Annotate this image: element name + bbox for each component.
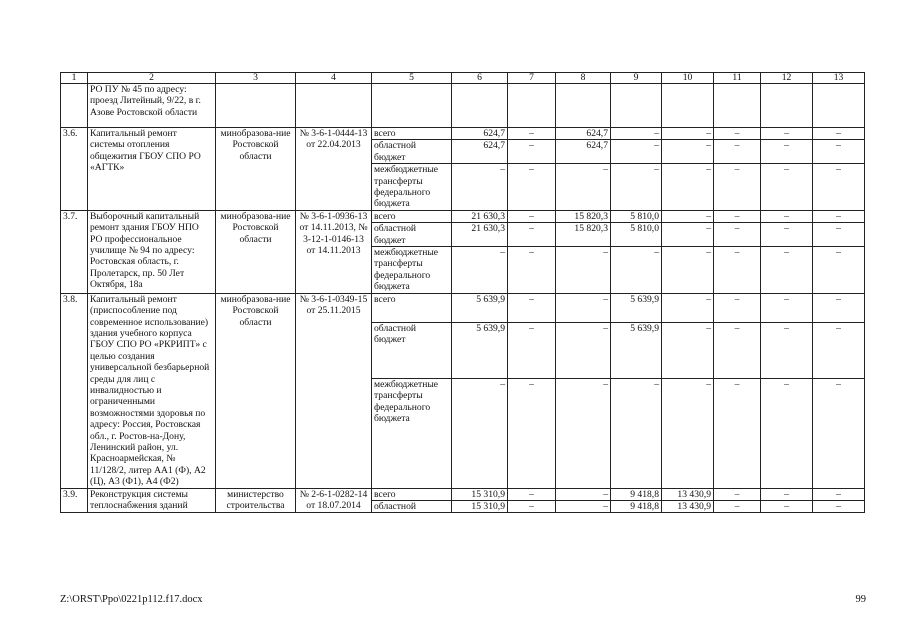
value-cell: – <box>714 247 761 294</box>
funding-source-label: всего <box>372 488 452 500</box>
value-cell: – <box>662 128 714 140</box>
value-cell: – <box>662 223 714 247</box>
value-cell: 624,7 <box>556 128 611 140</box>
funding-source-label: областной бюджет <box>372 223 452 247</box>
value-cell: – <box>508 488 556 500</box>
value-cell: – <box>714 501 761 513</box>
agency-cell: минобразова-ние Ростовской области <box>216 128 296 211</box>
funding-source-label: всего <box>372 293 452 322</box>
program-item-row <box>61 210 865 222</box>
column-number: 5 <box>372 73 452 84</box>
value-cell: 624,7 <box>452 128 508 140</box>
value-cell: – <box>813 378 865 488</box>
value-cell: – <box>813 501 865 513</box>
value-cell: – <box>714 488 761 500</box>
value-cell: – <box>761 140 813 164</box>
value-cell: – <box>611 128 662 140</box>
value-cell: – <box>452 164 508 211</box>
value-cell: – <box>556 322 611 378</box>
value-cell: – <box>508 164 556 211</box>
value-cell: – <box>556 488 611 500</box>
value-cell: – <box>662 210 714 222</box>
value-cell: – <box>813 164 865 211</box>
value-cell: 15 310,9 <box>452 488 508 500</box>
value-cell: – <box>556 247 611 294</box>
value-cell: 9 418,8 <box>611 488 662 500</box>
value-cell <box>508 84 556 128</box>
value-cell: – <box>508 378 556 488</box>
value-cell: – <box>508 140 556 164</box>
value-cell <box>611 84 662 128</box>
value-cell: 5 639,9 <box>611 293 662 322</box>
table-body <box>61 73 865 513</box>
document-cell: № 3-6-1-0444-13 от 22.04.2013 <box>296 128 372 211</box>
value-cell: 5 639,9 <box>611 322 662 378</box>
value-cell: 624,7 <box>452 140 508 164</box>
column-number: 9 <box>611 73 662 84</box>
value-cell: – <box>508 128 556 140</box>
value-cell: – <box>714 293 761 322</box>
value-cell: – <box>508 293 556 322</box>
document-cell: № 3-6-1-0936-13 от 14.11.2013, № 3-12-1-0146-13 от 14.11.2013 <box>296 210 372 293</box>
funding-source-label: межбюджетные трансферты федерального бюджета <box>372 247 452 294</box>
column-number-row <box>61 73 865 84</box>
value-cell: – <box>761 223 813 247</box>
value-cell: – <box>452 247 508 294</box>
column-number: 13 <box>813 73 865 84</box>
document-cell: № 3-6-1-0349-15 от 25.11.2015 <box>296 293 372 488</box>
value-cell: – <box>813 140 865 164</box>
program-table <box>60 72 865 513</box>
column-number: 10 <box>662 73 714 84</box>
value-cell: 5 639,9 <box>452 322 508 378</box>
continuation-row <box>61 84 865 128</box>
value-cell <box>452 84 508 128</box>
column-number: 1 <box>61 73 88 84</box>
value-cell: – <box>611 140 662 164</box>
program-item-row <box>61 488 865 500</box>
value-cell: 5 810,0 <box>611 223 662 247</box>
file-path: Z:\ORST\Ppo\0221p112.f17.docx <box>60 594 203 605</box>
funding-source-label: областной бюджет <box>372 322 452 378</box>
value-cell: – <box>761 378 813 488</box>
value-cell: – <box>761 488 813 500</box>
value-cell: – <box>813 128 865 140</box>
item-name-cell: Выборочный капитальный ремонт здания ГБОУ НПО РО профессиональное училище № 94 по адресу: Ростовская область, г. Пролетарск, пр. 50 Лет Октября, 18а <box>88 210 216 293</box>
value-cell: – <box>556 378 611 488</box>
funding-source-label: областной бюджет <box>372 140 452 164</box>
agency-cell: минобразова-ние Ростовской области <box>216 210 296 293</box>
row-number-cell <box>61 84 88 128</box>
funding-source-label: всего <box>372 210 452 222</box>
value-cell: – <box>452 378 508 488</box>
value-cell: – <box>813 293 865 322</box>
item-name-cell: Реконструкция системы теплоснабжения зданий <box>88 488 216 513</box>
value-cell: – <box>662 293 714 322</box>
column-number: 8 <box>556 73 611 84</box>
value-cell: – <box>662 164 714 211</box>
item-name-cell: Капитальный ремонт системы отопления общежития ГБОУ СПО РО «АГТК» <box>88 128 216 211</box>
funding-source-label: областной <box>372 501 452 513</box>
column-number: 12 <box>761 73 813 84</box>
funding-source-label: межбюджетные трансферты федерального бюджета <box>372 378 452 488</box>
value-cell: – <box>714 128 761 140</box>
value-cell: – <box>662 140 714 164</box>
value-cell: – <box>813 210 865 222</box>
value-cell: – <box>761 247 813 294</box>
column-number: 3 <box>216 73 296 84</box>
value-cell: – <box>813 488 865 500</box>
value-cell: – <box>508 247 556 294</box>
value-cell: – <box>662 322 714 378</box>
value-cell: – <box>611 247 662 294</box>
program-item-row <box>61 128 865 140</box>
value-cell: – <box>714 378 761 488</box>
page-number: 99 <box>855 594 866 605</box>
program-item-row <box>61 293 865 322</box>
value-cell: – <box>508 223 556 247</box>
funding-source-label: всего <box>372 128 452 140</box>
value-cell <box>662 84 714 128</box>
value-cell: 15 310,9 <box>452 501 508 513</box>
value-cell: – <box>761 164 813 211</box>
value-cell: – <box>714 164 761 211</box>
agency-cell: министерство строительства <box>216 488 296 513</box>
value-cell: 9 418,8 <box>611 501 662 513</box>
value-cell: 15 820,3 <box>556 210 611 222</box>
value-cell: 15 820,3 <box>556 223 611 247</box>
value-cell: – <box>761 210 813 222</box>
value-cell: 5 639,9 <box>452 293 508 322</box>
agency-cell <box>216 84 296 128</box>
row-number-cell: 3.6. <box>61 128 88 211</box>
agency-cell: минобразова-ние Ростовской области <box>216 293 296 488</box>
value-cell: – <box>556 501 611 513</box>
value-cell: – <box>508 501 556 513</box>
value-cell: 21 630,3 <box>452 223 508 247</box>
funding-source-label: межбюджетные трансферты федерального бюджета <box>372 164 452 211</box>
value-cell: – <box>714 140 761 164</box>
value-cell: – <box>813 322 865 378</box>
value-cell: 5 810,0 <box>611 210 662 222</box>
value-cell: – <box>761 322 813 378</box>
value-cell: – <box>662 247 714 294</box>
value-cell: 624,7 <box>556 140 611 164</box>
value-cell: – <box>508 210 556 222</box>
funding-source-cell <box>372 84 452 128</box>
value-cell <box>714 84 761 128</box>
value-cell: – <box>556 293 611 322</box>
column-number: 6 <box>452 73 508 84</box>
row-number-cell: 3.9. <box>61 488 88 513</box>
value-cell: – <box>611 378 662 488</box>
value-cell: – <box>662 378 714 488</box>
row-number-cell: 3.8. <box>61 293 88 488</box>
value-cell: – <box>714 322 761 378</box>
value-cell <box>813 84 865 128</box>
column-number: 4 <box>296 73 372 84</box>
value-cell: – <box>508 322 556 378</box>
item-name-cell: РО ПУ № 45 по адресу: проезд Литейный, 9/22, в г. Азове Ростовской области <box>88 84 216 128</box>
document-cell: № 2-6-1-0282-14 от 18.07.2014 <box>296 488 372 513</box>
document-cell <box>296 84 372 128</box>
value-cell: – <box>556 164 611 211</box>
value-cell: – <box>611 164 662 211</box>
value-cell: 13 430,9 <box>662 488 714 500</box>
value-cell: – <box>761 128 813 140</box>
value-cell: – <box>813 223 865 247</box>
value-cell <box>556 84 611 128</box>
value-cell: – <box>761 501 813 513</box>
column-number: 2 <box>88 73 216 84</box>
value-cell: 21 630,3 <box>452 210 508 222</box>
column-number: 11 <box>714 73 761 84</box>
item-name-cell: Капитальный ремонт (приспособление под современное использование) здания учебного корпуса ГБОУ СПО РО «РКРИПТ» с целью создания универсальной безбарьерной среды для лиц с инвалидностью и ограниченными возможностями здоровья по адресу: Россия, Ростовская обл., г. Ростов-на-Дону, Ленинский район, ул. Красноармейская, № 11/128/2, литер АА1 (Ф), А2 (Ц), А3 (Ф1), А4 (Ф2) <box>88 293 216 488</box>
value-cell: – <box>761 293 813 322</box>
value-cell: – <box>714 210 761 222</box>
value-cell: – <box>714 223 761 247</box>
row-number-cell: 3.7. <box>61 210 88 293</box>
value-cell <box>761 84 813 128</box>
column-number: 7 <box>508 73 556 84</box>
value-cell: – <box>813 247 865 294</box>
value-cell: 13 430,9 <box>662 501 714 513</box>
